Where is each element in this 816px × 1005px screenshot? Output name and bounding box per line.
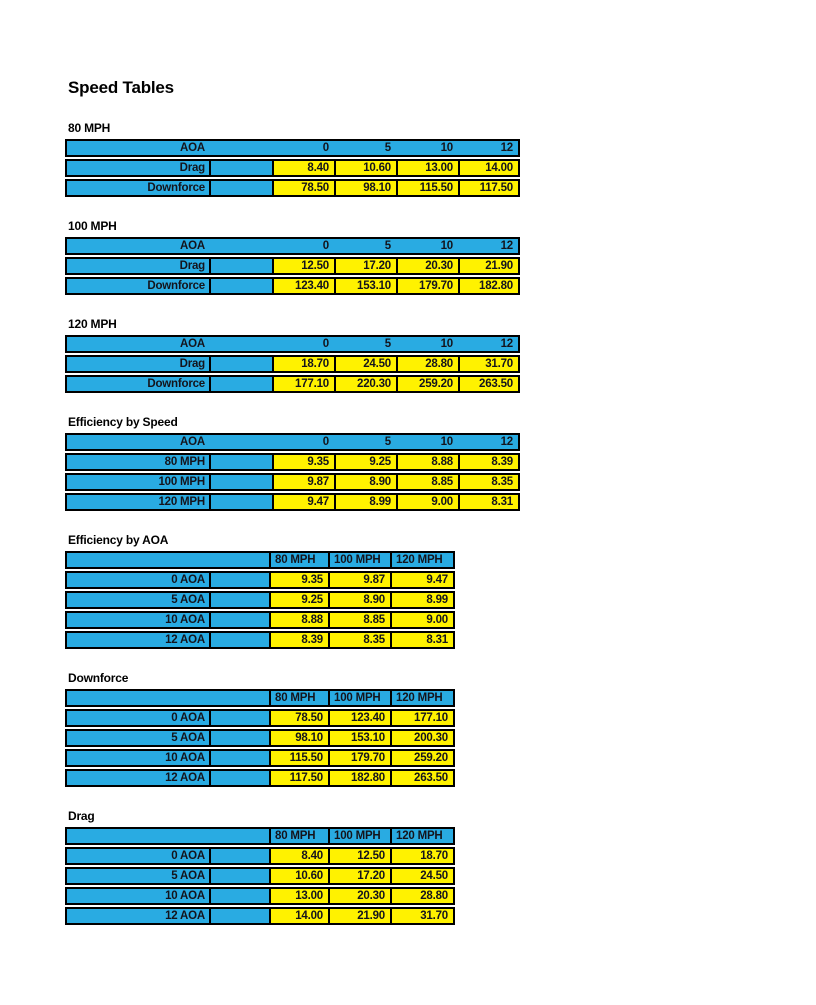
corner-header-cell: AOA — [65, 237, 209, 255]
table-100mph — [65, 237, 520, 295]
table-drag — [65, 827, 455, 925]
value-cell: 21.90 — [458, 257, 520, 275]
value-cell: 31.70 — [458, 355, 520, 373]
corner-header-cell: AOA — [65, 139, 209, 157]
value-cell: 28.80 — [390, 887, 455, 905]
row-spacer-cell — [209, 453, 272, 471]
value-cell: 179.70 — [396, 277, 458, 295]
column-header-cell: 5 — [334, 139, 396, 157]
value-cell: 18.70 — [272, 355, 334, 373]
value-cell: 18.70 — [390, 847, 455, 865]
value-cell: 78.50 — [269, 709, 328, 727]
row-spacer-cell — [209, 847, 269, 865]
value-cell: 177.10 — [272, 375, 334, 393]
column-header-cell: 120 MPH — [390, 689, 455, 707]
value-cell: 263.50 — [390, 769, 455, 787]
column-header-cell: 12 — [458, 433, 520, 451]
row-label-cell: 12 AOA — [65, 631, 209, 649]
value-cell: 8.88 — [269, 611, 328, 629]
row-spacer-cell — [209, 887, 269, 905]
row-label-cell: Downforce — [65, 179, 209, 197]
value-cell: 20.30 — [328, 887, 390, 905]
value-cell: 13.00 — [269, 887, 328, 905]
table-caption-drag: Drag — [68, 809, 95, 823]
row-label-cell: 10 AOA — [65, 887, 209, 905]
table-120mph — [65, 335, 520, 393]
column-header-cell: 10 — [396, 237, 458, 255]
value-cell: 8.99 — [390, 591, 455, 609]
corner-header-cell: AOA — [65, 335, 209, 353]
value-cell: 14.00 — [458, 159, 520, 177]
value-cell: 259.20 — [390, 749, 455, 767]
value-cell: 9.35 — [272, 453, 334, 471]
column-header-cell: 5 — [334, 335, 396, 353]
row-spacer-cell — [209, 159, 272, 177]
value-cell: 8.40 — [269, 847, 328, 865]
row-spacer-cell — [209, 729, 269, 747]
value-cell: 9.47 — [390, 571, 455, 589]
row-spacer-cell — [209, 257, 272, 275]
row-spacer-cell — [209, 277, 272, 295]
column-header-cell: 100 MPH — [328, 689, 390, 707]
table-caption-80mph: 80 MPH — [68, 121, 111, 135]
corner-header-cell — [65, 551, 269, 569]
row-spacer-cell — [209, 749, 269, 767]
column-header-cell: 0 — [272, 237, 334, 255]
value-cell: 98.10 — [334, 179, 396, 197]
row-label-cell: 120 MPH — [65, 493, 209, 511]
header-spacer-cell — [209, 237, 272, 255]
table-caption-efficiency-by-speed: Efficiency by Speed — [68, 415, 178, 429]
row-spacer-cell — [209, 769, 269, 787]
value-cell: 220.30 — [334, 375, 396, 393]
value-cell: 200.30 — [390, 729, 455, 747]
value-cell: 9.35 — [269, 571, 328, 589]
section-120mph — [65, 318, 816, 393]
row-spacer-cell — [209, 493, 272, 511]
row-label-cell: 12 AOA — [65, 907, 209, 925]
value-cell: 8.99 — [334, 493, 396, 511]
value-cell: 17.20 — [328, 867, 390, 885]
value-cell: 8.85 — [328, 611, 390, 629]
row-label-cell: 80 MPH — [65, 453, 209, 471]
table-efficiency-by-speed — [65, 433, 520, 511]
value-cell: 13.00 — [396, 159, 458, 177]
row-label-cell: 12 AOA — [65, 769, 209, 787]
value-cell: 9.87 — [328, 571, 390, 589]
column-header-cell: 80 MPH — [269, 551, 328, 569]
section-80mph — [65, 122, 816, 197]
value-cell: 115.50 — [269, 749, 328, 767]
column-header-cell: 0 — [272, 433, 334, 451]
value-cell: 263.50 — [458, 375, 520, 393]
column-header-cell: 10 — [396, 139, 458, 157]
value-cell: 17.20 — [334, 257, 396, 275]
column-header-cell: 0 — [272, 139, 334, 157]
value-cell: 20.30 — [396, 257, 458, 275]
value-cell: 259.20 — [396, 375, 458, 393]
value-cell: 8.90 — [328, 591, 390, 609]
value-cell: 12.50 — [272, 257, 334, 275]
corner-header-cell: AOA — [65, 433, 209, 451]
value-cell: 123.40 — [328, 709, 390, 727]
column-header-cell: 10 — [396, 433, 458, 451]
section-efficiency-by-speed — [65, 416, 816, 511]
value-cell: 117.50 — [458, 179, 520, 197]
value-cell: 153.10 — [328, 729, 390, 747]
value-cell: 10.60 — [269, 867, 328, 885]
row-label-cell: 5 AOA — [65, 729, 209, 747]
row-label-cell: 5 AOA — [65, 867, 209, 885]
corner-header-cell — [65, 689, 269, 707]
column-header-cell: 12 — [458, 335, 520, 353]
row-spacer-cell — [209, 867, 269, 885]
column-header-cell: 120 MPH — [390, 551, 455, 569]
column-header-cell: 0 — [272, 335, 334, 353]
value-cell: 123.40 — [272, 277, 334, 295]
section-100mph — [65, 220, 816, 295]
value-cell: 9.00 — [396, 493, 458, 511]
table-caption-120mph: 120 MPH — [68, 317, 117, 331]
value-cell: 182.80 — [328, 769, 390, 787]
column-header-cell: 5 — [334, 433, 396, 451]
value-cell: 8.88 — [396, 453, 458, 471]
table-80mph — [65, 139, 520, 197]
table-efficiency-by-aoa — [65, 551, 455, 649]
table-downforce — [65, 689, 455, 787]
column-header-cell: 12 — [458, 237, 520, 255]
page-title: Speed Tables — [68, 78, 174, 97]
column-header-cell: 5 — [334, 237, 396, 255]
value-cell: 14.00 — [269, 907, 328, 925]
value-cell: 8.39 — [269, 631, 328, 649]
column-header-cell: 12 — [458, 139, 520, 157]
column-header-cell: 80 MPH — [269, 827, 328, 845]
section-drag — [65, 810, 816, 925]
value-cell: 98.10 — [269, 729, 328, 747]
row-spacer-cell — [209, 631, 269, 649]
value-cell: 8.39 — [458, 453, 520, 471]
value-cell: 9.47 — [272, 493, 334, 511]
value-cell: 31.70 — [390, 907, 455, 925]
value-cell: 9.25 — [334, 453, 396, 471]
value-cell: 12.50 — [328, 847, 390, 865]
value-cell: 9.25 — [269, 591, 328, 609]
row-label-cell: Downforce — [65, 375, 209, 393]
row-spacer-cell — [209, 179, 272, 197]
column-header-cell: 80 MPH — [269, 689, 328, 707]
row-spacer-cell — [209, 591, 269, 609]
row-label-cell: Drag — [65, 159, 209, 177]
table-caption-100mph: 100 MPH — [68, 219, 117, 233]
row-label-cell: Drag — [65, 355, 209, 373]
value-cell: 8.85 — [396, 473, 458, 491]
section-efficiency-by-aoa — [65, 534, 816, 649]
value-cell: 115.50 — [396, 179, 458, 197]
row-label-cell: Drag — [65, 257, 209, 275]
section-downforce — [65, 672, 816, 787]
row-label-cell: Downforce — [65, 277, 209, 295]
value-cell: 28.80 — [396, 355, 458, 373]
value-cell: 24.50 — [390, 867, 455, 885]
row-spacer-cell — [209, 571, 269, 589]
row-label-cell: 0 AOA — [65, 571, 209, 589]
value-cell: 8.40 — [272, 159, 334, 177]
value-cell: 177.10 — [390, 709, 455, 727]
value-cell: 78.50 — [272, 179, 334, 197]
row-label-cell: 100 MPH — [65, 473, 209, 491]
value-cell: 24.50 — [334, 355, 396, 373]
column-header-cell: 100 MPH — [328, 551, 390, 569]
column-header-cell: 10 — [396, 335, 458, 353]
row-label-cell: 5 AOA — [65, 591, 209, 609]
row-label-cell: 0 AOA — [65, 847, 209, 865]
value-cell: 117.50 — [269, 769, 328, 787]
header-spacer-cell — [209, 139, 272, 157]
row-spacer-cell — [209, 375, 272, 393]
value-cell: 9.87 — [272, 473, 334, 491]
column-header-cell: 100 MPH — [328, 827, 390, 845]
value-cell: 8.35 — [328, 631, 390, 649]
value-cell: 8.90 — [334, 473, 396, 491]
value-cell: 179.70 — [328, 749, 390, 767]
value-cell: 182.80 — [458, 277, 520, 295]
row-spacer-cell — [209, 611, 269, 629]
value-cell: 21.90 — [328, 907, 390, 925]
value-cell: 10.60 — [334, 159, 396, 177]
value-cell: 153.10 — [334, 277, 396, 295]
column-header-cell: 120 MPH — [390, 827, 455, 845]
row-label-cell: 10 AOA — [65, 611, 209, 629]
value-cell: 9.00 — [390, 611, 455, 629]
value-cell: 8.31 — [458, 493, 520, 511]
corner-header-cell — [65, 827, 269, 845]
value-cell: 8.35 — [458, 473, 520, 491]
row-spacer-cell — [209, 355, 272, 373]
row-label-cell: 0 AOA — [65, 709, 209, 727]
row-spacer-cell — [209, 907, 269, 925]
row-spacer-cell — [209, 709, 269, 727]
header-spacer-cell — [209, 433, 272, 451]
value-cell: 8.31 — [390, 631, 455, 649]
row-spacer-cell — [209, 473, 272, 491]
table-caption-efficiency-by-aoa: Efficiency by AOA — [68, 533, 169, 547]
row-label-cell: 10 AOA — [65, 749, 209, 767]
header-spacer-cell — [209, 335, 272, 353]
table-caption-downforce: Downforce — [68, 671, 129, 685]
